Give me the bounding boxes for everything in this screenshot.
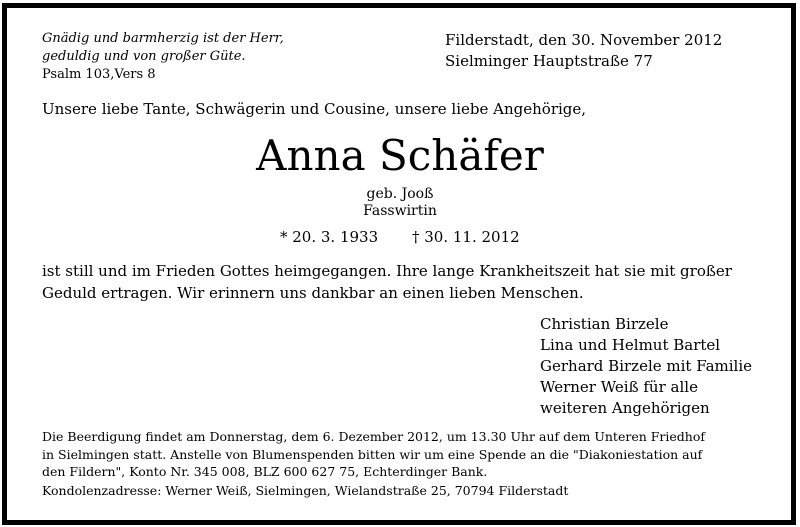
occupation: Fasswirtin [363,203,437,219]
funeral-line-2: in Sielmingen statt. Anstelle von Blumenspenden bitten wir um eine Spende an die "Diakoniestation auf [42,446,703,462]
funeral-line-1: Die Beerdigung findet am Donnerstag, dem 6. Dezember 2012, um 13.30 Uhr auf dem Unteren Friedhof [42,429,705,444]
verse-line-2: geduldig und von großer Güte. [42,49,246,64]
mourner-item: Werner Weiß für alle [540,378,698,396]
death-date: † 30. 11. 2012 [412,228,520,246]
mourner-item: Christian Birzele [540,315,669,333]
deceased-name: Anna Schäfer [256,131,544,180]
header-place-date [445,30,722,72]
message-text [42,260,732,304]
message-line-2: Geduld ertragen. Wir erinnern uns dankbar an einen lieben Menschen. [42,284,584,302]
mourner-item: Gerhard Birzele mit Familie [540,357,753,375]
funeral-line-3: den Fildern", Konto Nr. 345 008, BLZ 600 627 75, Echterdinger Bank. [42,464,488,479]
mourners-list [540,314,752,419]
verse-reference: Psalm 103,Vers 8 [42,67,156,82]
birth-date: * 20. 3. 1933 [280,228,379,246]
condolence-address: Kondolenzadresse: Werner Weiß, Sielmingen, Wielandstraße 25, 70794 Filderstadt [42,483,569,498]
verse-line-1: Gnädig und barmherzig ist der Herr, [42,31,284,46]
family-address: Sielminger Hauptstraße 77 [445,52,653,70]
bible-verse [42,30,284,84]
funeral-info [42,428,705,481]
mourner-item: Lina und Helmut Bartel [540,336,721,354]
birth-name: geb. Jooß [366,186,434,202]
place-date: Filderstadt, den 30. November 2012 [445,31,723,49]
message-line-1: ist still und im Frieden Gottes heimgegangen. Ihre lange Krankheitszeit hat sie mit großer [42,262,732,280]
mourner-item: weiteren Angehörigen [540,399,710,417]
intro-text: Unsere liebe Tante, Schwägerin und Cousine, unsere liebe Angehörige, [42,100,587,118]
